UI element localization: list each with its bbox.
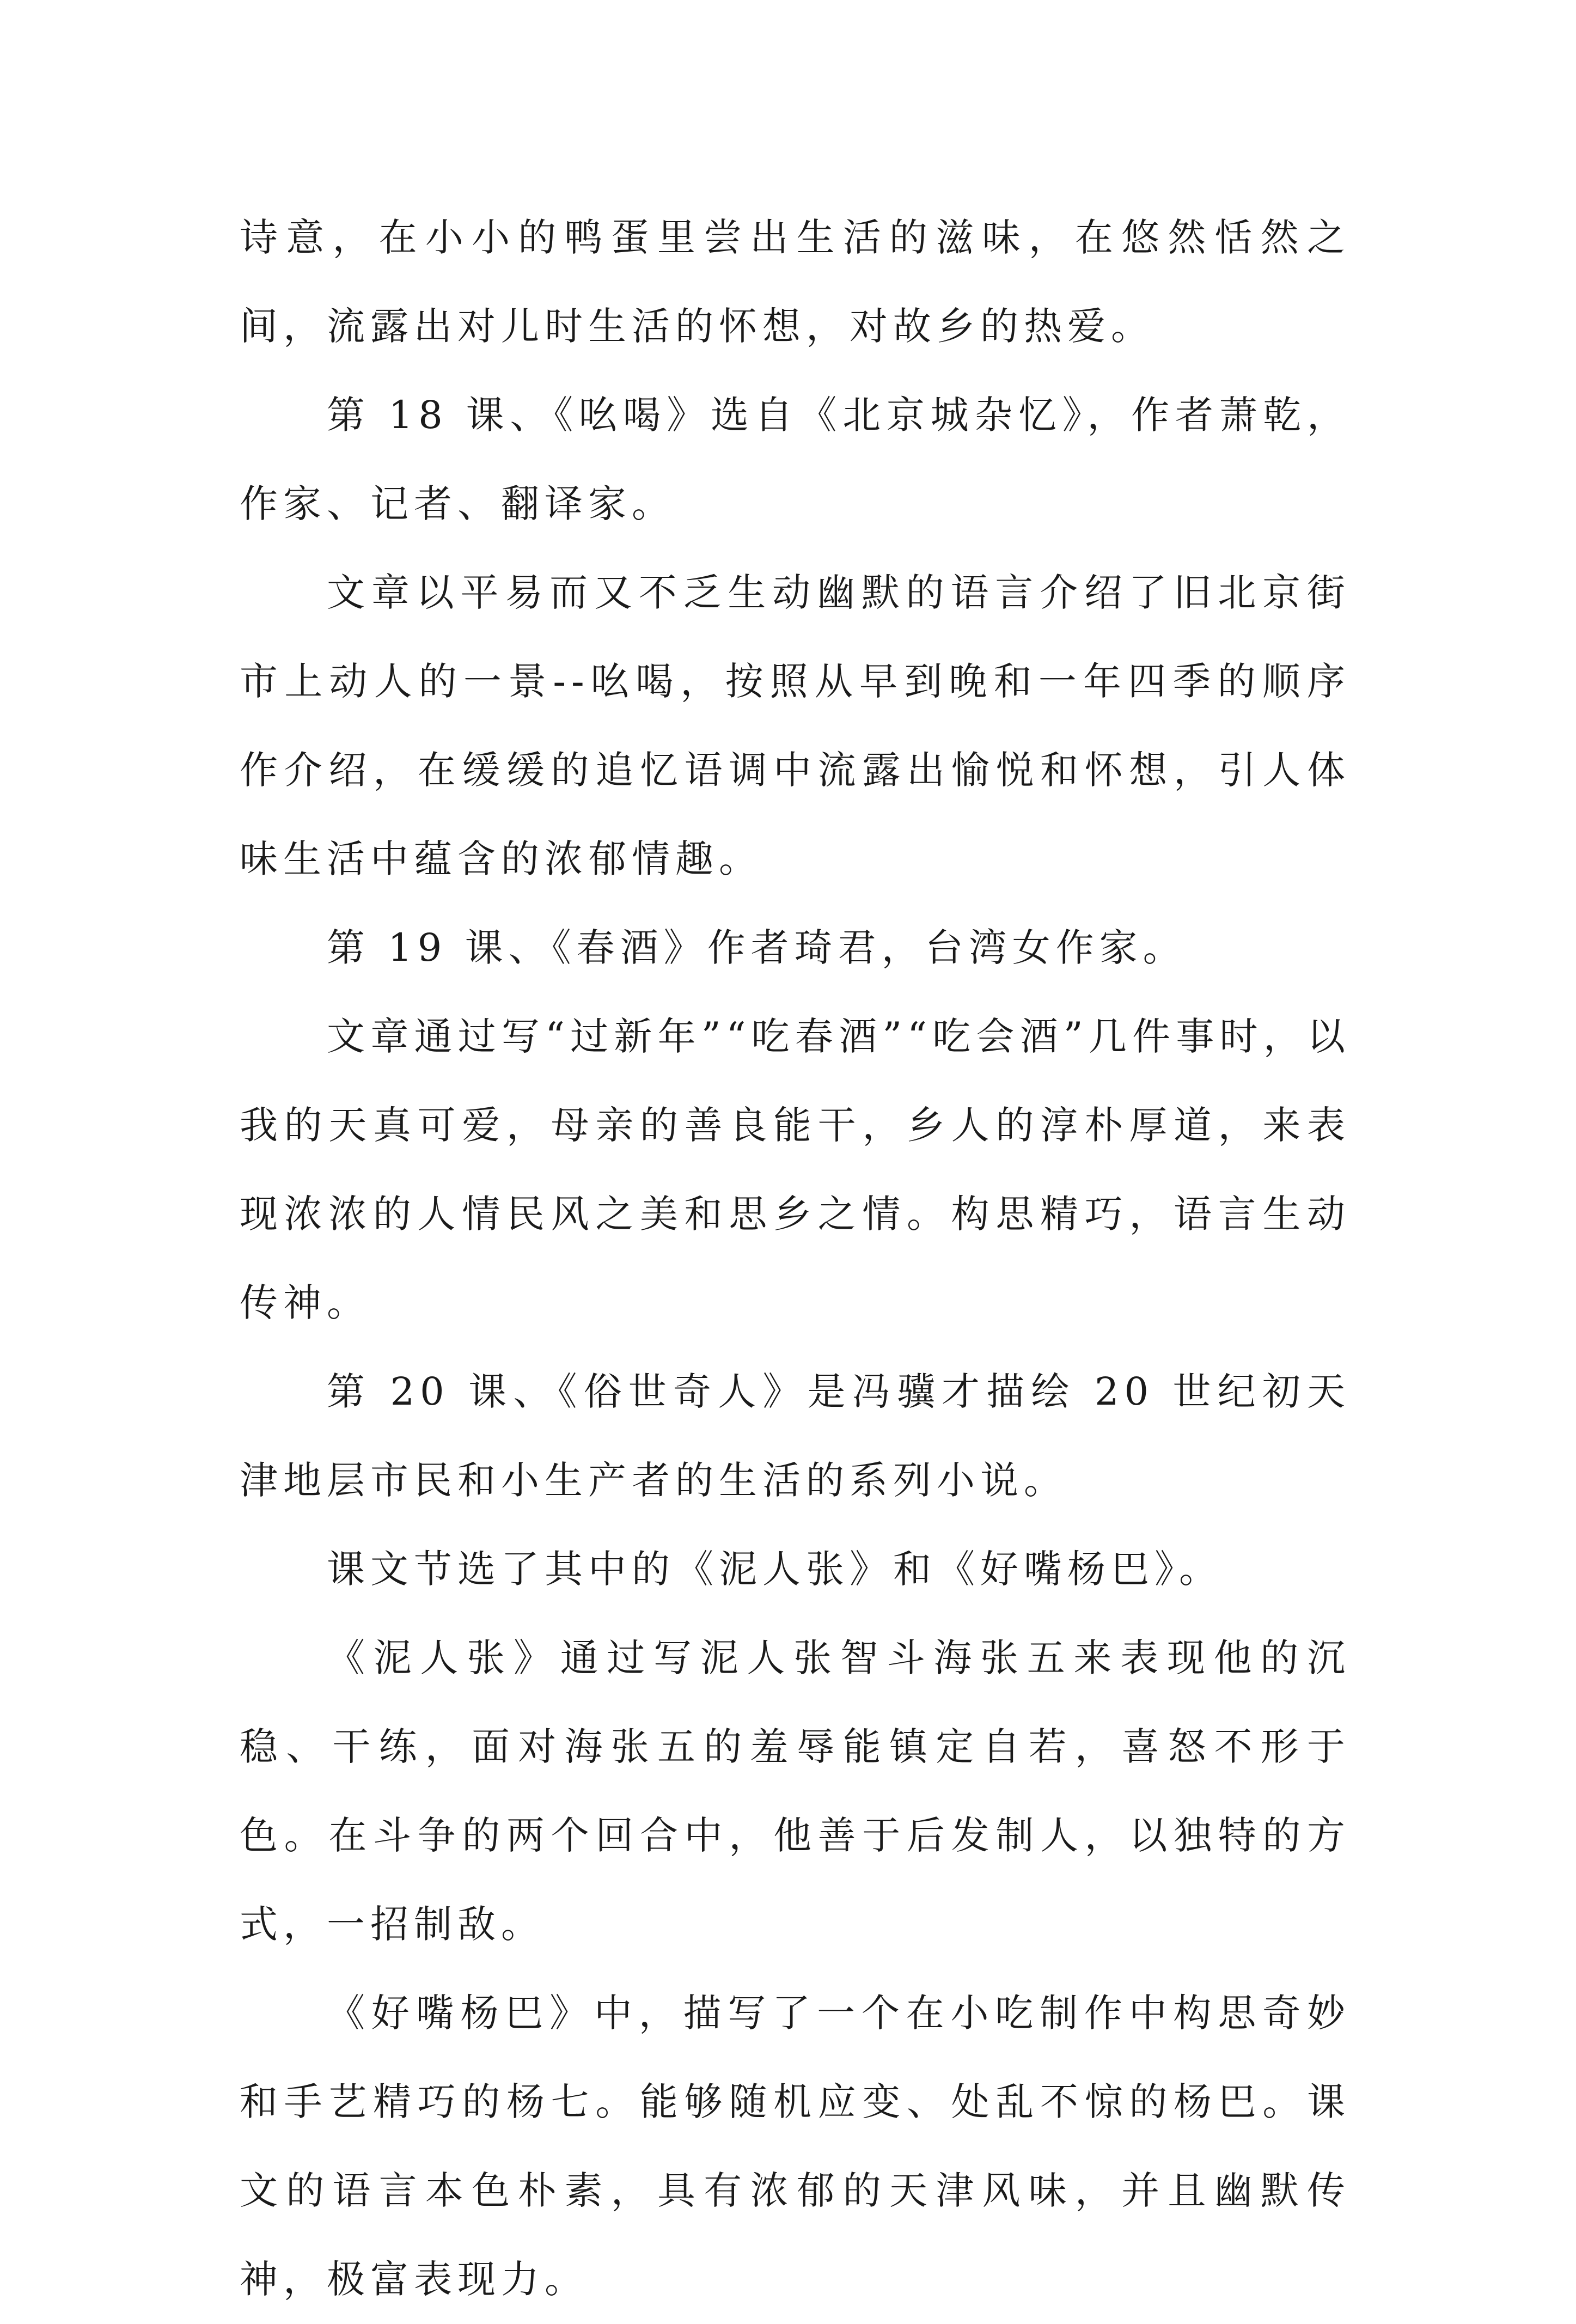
paragraph-5: 文章通过写“过新年”“吃春酒”“吃会酒”几件事时，以我的天真可爱，母亲的善良能干，乡人的淳朴厚道，来表现浓浓的人情民风之美和思乡之情。构思精巧，语言生动传神。: [240, 1014, 1351, 1325]
paragraph-2: 第 18 课、《吆喝》选自《北京城杂忆》，作者萧乾，作家、记者、翻译家。: [240, 393, 1351, 526]
paragraph-7: 课文节选了其中的《泥人张》和《好嘴杨巴》。: [327, 1547, 1223, 1591]
paragraph-4: 第 19 课、《春酒》作者琦君，台湾女作家。: [327, 925, 1187, 970]
paragraph-9: 《好嘴杨巴》中，描写了一个在小吃制作中构思奇妙和手艺精巧的杨七。能够随机应变、处乱不惊的杨巴。课文的语言本色朴素，具有浓郁的天津风味，并且幽默传神，极富表现力。: [240, 1991, 1351, 2302]
paragraph-3: 文章以平易而又不乏生动幽默的语言介绍了旧北京街市上动人的一景--吆喝，按照从早到晚和一年四季的顺序作介绍，在缓缓的追忆语调中流露出愉悦和怀想，引人体味生活中蕴含的浓郁情趣。: [240, 570, 1351, 881]
paragraph-1: 诗意，在小小的鸭蛋里尝出生活的滋味，在悠然恬然之间，流露出对儿时生活的怀想，对故乡的热爱。: [240, 215, 1351, 349]
paragraph-6: 第 20 课、《俗世奇人》是冯骥才描绘 20 世纪初天津地层市民和小生产者的生活的系列小说。: [240, 1369, 1351, 1503]
document-body: [240, 193, 1351, 2324]
paragraph-8: 《泥人张》通过写泥人张智斗海张五来表现他的沉稳、干练，面对海张五的羞辱能镇定自若，喜怒不形于色。在斗争的两个回合中，他善于后发制人，以独特的方式，一招制敌。: [240, 1636, 1351, 1947]
